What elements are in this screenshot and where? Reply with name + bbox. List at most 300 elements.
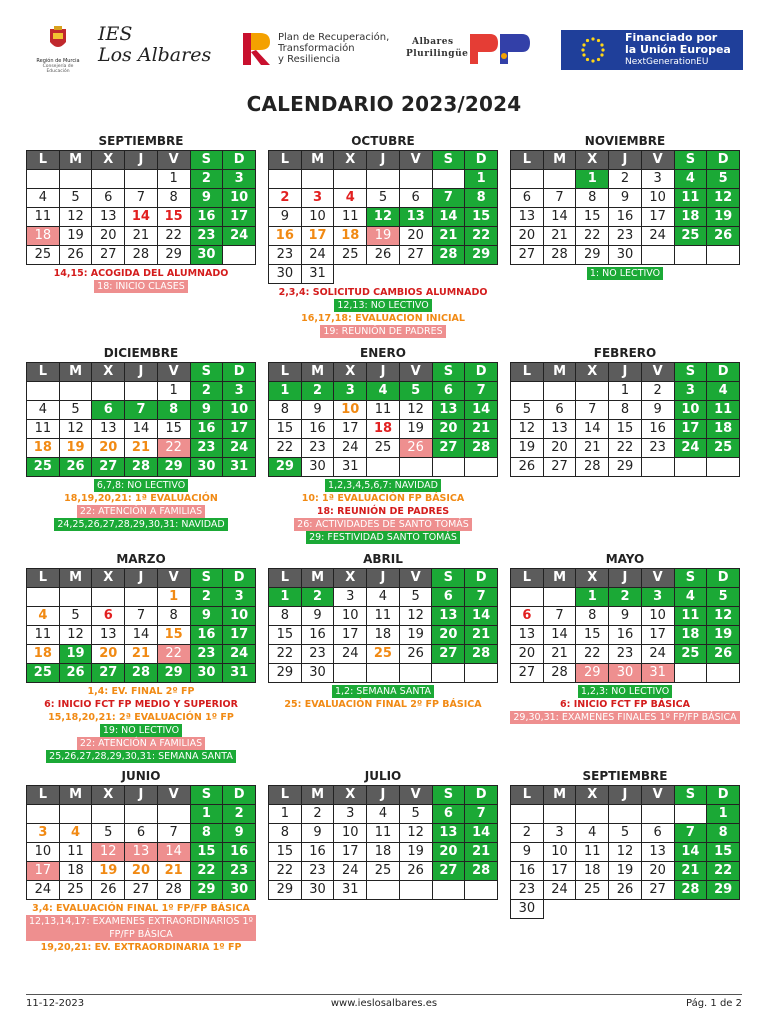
day-cell: 8 (190, 824, 223, 843)
day-cell: 27 (432, 439, 465, 458)
day-cell: 13 (399, 208, 432, 227)
day-cell (399, 664, 432, 683)
day-cell: 31 (641, 664, 674, 683)
week-row (511, 227, 740, 246)
day-cell: 20 (543, 439, 576, 458)
month-block (26, 552, 256, 763)
school-logo (98, 24, 228, 72)
weekday-header: D (707, 786, 740, 805)
weekday-header: S (432, 363, 465, 382)
day-cell: 6 (432, 382, 465, 401)
day-cell: 14 (125, 420, 158, 439)
day-cell: 25 (367, 645, 400, 664)
day-cell: 26 (59, 664, 92, 683)
week-row (27, 420, 256, 439)
day-cell: 27 (432, 862, 465, 881)
day-cell: 15 (157, 208, 190, 227)
day-cell: 27 (511, 664, 544, 683)
day-cell: 27 (92, 246, 125, 265)
day-cell: 6 (92, 189, 125, 208)
week-row (269, 420, 498, 439)
day-cell: 29 (157, 458, 190, 477)
month-calendar-grid (26, 150, 256, 265)
day-cell: 28 (674, 881, 707, 900)
day-cell: 30 (301, 664, 334, 683)
weekday-header: M (59, 786, 92, 805)
legend-text: 22: ATENCIÓN A FAMILIAS (77, 737, 205, 750)
day-cell: 19 (511, 439, 544, 458)
day-cell: 20 (511, 645, 544, 664)
week-row (511, 401, 740, 420)
day-cell: 24 (334, 439, 367, 458)
day-cell (301, 170, 334, 189)
weekday-header: J (367, 569, 400, 588)
day-cell: 24 (334, 645, 367, 664)
day-cell: 23 (190, 227, 223, 246)
day-cell: 6 (511, 607, 544, 626)
prtr-r-icon (240, 30, 274, 68)
page-header (0, 0, 768, 80)
weekday-header: L (269, 363, 302, 382)
legend-line (268, 325, 498, 338)
day-cell: 19 (92, 862, 125, 881)
weekday-header: V (399, 786, 432, 805)
weekday-header: M (301, 569, 334, 588)
day-cell: 17 (334, 420, 367, 439)
day-cell: 4 (367, 805, 400, 824)
month-calendar-grid (26, 568, 256, 683)
day-cell: 10 (27, 843, 60, 862)
day-cell: 23 (301, 439, 334, 458)
day-cell: 1 (707, 805, 740, 824)
day-cell: 10 (674, 401, 707, 420)
day-cell: 5 (707, 170, 740, 189)
day-cell: 29 (157, 664, 190, 683)
week-row (269, 843, 498, 862)
day-cell: 2 (609, 588, 642, 607)
legend-text: 24,25,26,27,28,29,30,31: NAVIDAD (54, 518, 227, 531)
day-cell (432, 170, 465, 189)
day-cell: 10 (641, 189, 674, 208)
day-cell: 24 (301, 246, 334, 265)
week-row (511, 645, 740, 664)
day-cell: 27 (432, 645, 465, 664)
weekday-header: L (511, 363, 544, 382)
week-row (27, 805, 256, 824)
day-cell: 13 (511, 626, 544, 645)
day-cell: 12 (59, 420, 92, 439)
weekday-header: X (334, 363, 367, 382)
day-cell: 17 (543, 862, 576, 881)
legend-line (510, 698, 740, 711)
day-cell: 10 (543, 843, 576, 862)
weekday-header: L (27, 786, 60, 805)
month-calendar-grid (510, 150, 740, 265)
day-cell: 4 (576, 824, 609, 843)
day-cell: 22 (157, 645, 190, 664)
day-cell: 8 (269, 401, 302, 420)
day-cell: 16 (190, 626, 223, 645)
day-cell: 24 (334, 862, 367, 881)
day-cell: 25 (59, 881, 92, 900)
weekday-header: V (641, 151, 674, 170)
day-cell: 16 (609, 626, 642, 645)
day-cell: 28 (432, 246, 465, 265)
legend-text: 6: INICIO FCT FP MEDIO Y SUPERIOR (44, 699, 238, 710)
day-cell: 9 (301, 607, 334, 626)
day-cell: 26 (399, 645, 432, 664)
day-cell: 23 (301, 862, 334, 881)
week-row (269, 607, 498, 626)
day-cell: 19 (399, 420, 432, 439)
day-cell: 5 (399, 805, 432, 824)
day-cell: 4 (59, 824, 92, 843)
weekday-header: M (59, 151, 92, 170)
day-cell: 1 (157, 588, 190, 607)
day-cell: 16 (511, 862, 544, 881)
week-row (511, 664, 740, 683)
day-cell: 9 (511, 843, 544, 862)
day-cell (27, 382, 60, 401)
day-cell (543, 382, 576, 401)
weekday-header: J (125, 363, 158, 382)
weekday-header: D (223, 363, 256, 382)
month-legend (26, 479, 256, 531)
day-cell: 21 (157, 862, 190, 881)
day-cell: 25 (674, 227, 707, 246)
week-row (511, 382, 740, 401)
legend-text: 25,26,27,28,29,30,31: SEMANA SANTA (46, 750, 236, 763)
legend-text: 26: ACTIVIDADES DE SANTO TOMÁS (294, 518, 472, 531)
weekday-header: D (465, 151, 498, 170)
day-cell: 12 (59, 208, 92, 227)
eu-funding-logo (561, 30, 743, 70)
weekday-header: J (609, 786, 642, 805)
week-row (511, 824, 740, 843)
day-cell (59, 382, 92, 401)
day-cell: 5 (707, 588, 740, 607)
week-row (27, 607, 256, 626)
day-cell (367, 881, 400, 900)
day-cell: 11 (576, 843, 609, 862)
day-cell: 1 (157, 382, 190, 401)
legend-line (510, 685, 740, 698)
month-calendar-grid (510, 785, 740, 919)
day-cell (399, 170, 432, 189)
day-cell (432, 458, 465, 477)
weekday-header: V (399, 363, 432, 382)
weekday-header: X (334, 569, 367, 588)
month-calendar-grid (268, 362, 498, 477)
day-cell: 25 (27, 664, 60, 683)
day-cell: 19 (367, 227, 400, 246)
day-cell: 14 (465, 824, 498, 843)
week-row (27, 227, 256, 246)
day-cell (432, 664, 465, 683)
day-cell: 20 (511, 227, 544, 246)
weekday-header: J (609, 569, 642, 588)
weekday-header: V (157, 363, 190, 382)
day-cell: 3 (641, 588, 674, 607)
weekday-header: L (27, 569, 60, 588)
day-cell: 11 (707, 401, 740, 420)
day-cell (707, 458, 740, 477)
week-row (27, 862, 256, 881)
eu-flag-icon (565, 32, 621, 68)
legend-text: 1: NO LECTIVO (587, 267, 663, 280)
legend-text: 29,30,31: EXAMENES FINALES 1º FP/FP BÁSICA (510, 711, 739, 724)
weekday-header: X (92, 786, 125, 805)
day-cell (543, 170, 576, 189)
day-cell (223, 246, 256, 265)
week-row (269, 401, 498, 420)
footer-page-number: Pág. 1 de 2 (686, 998, 742, 1009)
month-legend (26, 685, 256, 763)
weekday-header: V (399, 569, 432, 588)
day-cell: 5 (609, 824, 642, 843)
day-cell: 8 (609, 401, 642, 420)
month-legend (510, 267, 740, 280)
day-cell: 24 (641, 645, 674, 664)
day-cell: 19 (399, 843, 432, 862)
day-cell: 6 (432, 805, 465, 824)
weekday-header: J (367, 363, 400, 382)
month-block (268, 552, 498, 711)
week-row (27, 382, 256, 401)
day-cell: 27 (125, 881, 158, 900)
legend-text: 22: ATENCIÓN A FAMILIAS (77, 505, 205, 518)
day-cell: 2 (190, 588, 223, 607)
day-cell: 20 (432, 420, 465, 439)
day-cell: 24 (27, 881, 60, 900)
day-cell: 18 (367, 420, 400, 439)
day-cell: 14 (465, 401, 498, 420)
day-cell: 18 (334, 227, 367, 246)
day-cell: 19 (707, 626, 740, 645)
day-cell: 17 (674, 420, 707, 439)
day-cell: 24 (674, 439, 707, 458)
day-cell: 15 (465, 208, 498, 227)
weekday-header: D (707, 569, 740, 588)
day-cell: 14 (543, 626, 576, 645)
month-name: JUNIO (121, 769, 161, 783)
day-cell: 27 (92, 458, 125, 477)
month-legend (268, 286, 498, 338)
day-cell: 5 (59, 401, 92, 420)
day-cell: 7 (432, 189, 465, 208)
weekday-header: D (223, 569, 256, 588)
day-cell: 28 (465, 439, 498, 458)
day-cell: 12 (609, 843, 642, 862)
day-cell: 30 (190, 664, 223, 683)
day-cell: 12 (59, 626, 92, 645)
day-cell: 10 (223, 401, 256, 420)
day-cell: 8 (576, 189, 609, 208)
day-cell: 1 (269, 382, 302, 401)
day-cell: 15 (609, 420, 642, 439)
day-cell: 24 (223, 227, 256, 246)
weekday-header: D (707, 151, 740, 170)
day-cell: 24 (223, 645, 256, 664)
day-cell: 17 (641, 208, 674, 227)
day-cell: 20 (92, 439, 125, 458)
legend-text: 18,19,20,21: 1ª EVALUACIÓN (64, 493, 218, 504)
week-row (269, 189, 498, 208)
day-cell: 11 (59, 843, 92, 862)
day-cell (543, 805, 576, 824)
weekday-header: S (674, 569, 707, 588)
day-cell: 18 (576, 862, 609, 881)
month-block (510, 346, 740, 479)
day-cell: 17 (334, 626, 367, 645)
day-cell: 1 (269, 805, 302, 824)
day-cell: 11 (674, 189, 707, 208)
day-cell: 23 (511, 881, 544, 900)
day-cell: 22 (157, 439, 190, 458)
day-cell: 29 (576, 664, 609, 683)
day-cell: 19 (59, 227, 92, 246)
day-cell: 1 (465, 170, 498, 189)
day-cell (59, 588, 92, 607)
day-cell: 13 (92, 208, 125, 227)
legend-line (26, 711, 256, 724)
week-row (269, 227, 498, 246)
day-cell: 21 (674, 862, 707, 881)
day-cell: 15 (157, 626, 190, 645)
day-cell: 2 (511, 824, 544, 843)
weekday-header: L (511, 786, 544, 805)
month-block (26, 346, 256, 531)
legend-line (268, 685, 498, 698)
day-cell: 28 (125, 664, 158, 683)
day-cell: 30 (511, 900, 544, 919)
day-cell: 12 (511, 420, 544, 439)
day-cell: 1 (269, 588, 302, 607)
day-cell: 13 (125, 843, 158, 862)
plan-line3: y Resiliencia (278, 54, 341, 65)
day-cell (92, 588, 125, 607)
day-cell: 10 (334, 824, 367, 843)
day-cell: 18 (367, 626, 400, 645)
day-cell: 16 (641, 420, 674, 439)
month-name: MARZO (116, 552, 166, 566)
day-cell: 23 (190, 439, 223, 458)
day-cell: 7 (125, 607, 158, 626)
week-row (269, 208, 498, 227)
day-cell: 25 (367, 439, 400, 458)
day-cell: 10 (223, 189, 256, 208)
day-cell: 30 (301, 881, 334, 900)
weekday-header: S (190, 569, 223, 588)
weekday-header: L (27, 151, 60, 170)
day-cell: 20 (432, 843, 465, 862)
day-cell: 25 (367, 862, 400, 881)
day-cell: 16 (190, 208, 223, 227)
weekday-header: S (190, 363, 223, 382)
day-cell: 28 (543, 664, 576, 683)
weekday-header: L (511, 151, 544, 170)
day-cell: 24 (543, 881, 576, 900)
day-cell: 21 (543, 227, 576, 246)
weekday-header: J (609, 151, 642, 170)
day-cell: 27 (543, 458, 576, 477)
day-cell: 16 (301, 626, 334, 645)
month-calendar-grid (26, 785, 256, 900)
month-name: SEPTIEMBRE (98, 134, 184, 148)
week-row (27, 664, 256, 683)
day-cell: 9 (190, 607, 223, 626)
day-cell: 22 (269, 862, 302, 881)
day-cell (465, 458, 498, 477)
legend-text: 19,20,21: EV. EXTRAORDINARIA 1º FP (40, 942, 242, 953)
weekday-header: V (641, 786, 674, 805)
day-cell: 16 (301, 420, 334, 439)
day-cell: 26 (511, 458, 544, 477)
legend-text: 16,17,18: EVALUACION INICIAL (301, 313, 465, 324)
day-cell: 17 (334, 843, 367, 862)
day-cell: 15 (269, 843, 302, 862)
day-cell: 1 (190, 805, 223, 824)
weekday-header: M (59, 363, 92, 382)
day-cell: 28 (465, 862, 498, 881)
weekday-header: J (367, 151, 400, 170)
weekday-header: S (432, 569, 465, 588)
legend-text: 25: EVALUACIÓN FINAL 2º FP BÁSICA (284, 699, 482, 710)
footer-date: 11-12-2023 (26, 998, 85, 1009)
day-cell: 8 (707, 824, 740, 843)
week-row (269, 645, 498, 664)
day-cell: 19 (59, 645, 92, 664)
day-cell: 23 (609, 227, 642, 246)
school-name-ies: IES (98, 23, 133, 45)
day-cell: 27 (92, 664, 125, 683)
day-cell: 15 (576, 208, 609, 227)
day-cell: 14 (125, 208, 158, 227)
day-cell: 9 (223, 824, 256, 843)
week-row (269, 626, 498, 645)
page-title: CALENDARIO 2023/2024 (246, 92, 522, 116)
weekday-header: M (301, 151, 334, 170)
week-row (269, 170, 498, 189)
day-cell: 4 (27, 189, 60, 208)
school-name-albares: Los Albares (98, 44, 212, 66)
day-cell: 3 (334, 588, 367, 607)
legend-text: 10: 1ª EVALUACIÓN FP BÁSICA (301, 493, 465, 504)
weekday-header: D (223, 151, 256, 170)
weekday-header: L (27, 363, 60, 382)
region-murcia-logo (32, 26, 84, 74)
weekday-header: S (432, 786, 465, 805)
day-cell: 5 (59, 607, 92, 626)
day-cell (511, 805, 544, 824)
week-row (27, 458, 256, 477)
day-cell (59, 170, 92, 189)
day-cell: 21 (465, 420, 498, 439)
region-caption: Región de Murcia (36, 58, 80, 64)
weekday-header: J (609, 363, 642, 382)
day-cell: 17 (641, 626, 674, 645)
day-cell: 15 (269, 626, 302, 645)
day-cell: 1 (157, 170, 190, 189)
day-cell: 26 (707, 227, 740, 246)
day-cell: 5 (92, 824, 125, 843)
day-cell (367, 458, 400, 477)
day-cell: 5 (399, 382, 432, 401)
day-cell (609, 805, 642, 824)
week-row (27, 208, 256, 227)
day-cell: 20 (432, 626, 465, 645)
day-cell (27, 170, 60, 189)
